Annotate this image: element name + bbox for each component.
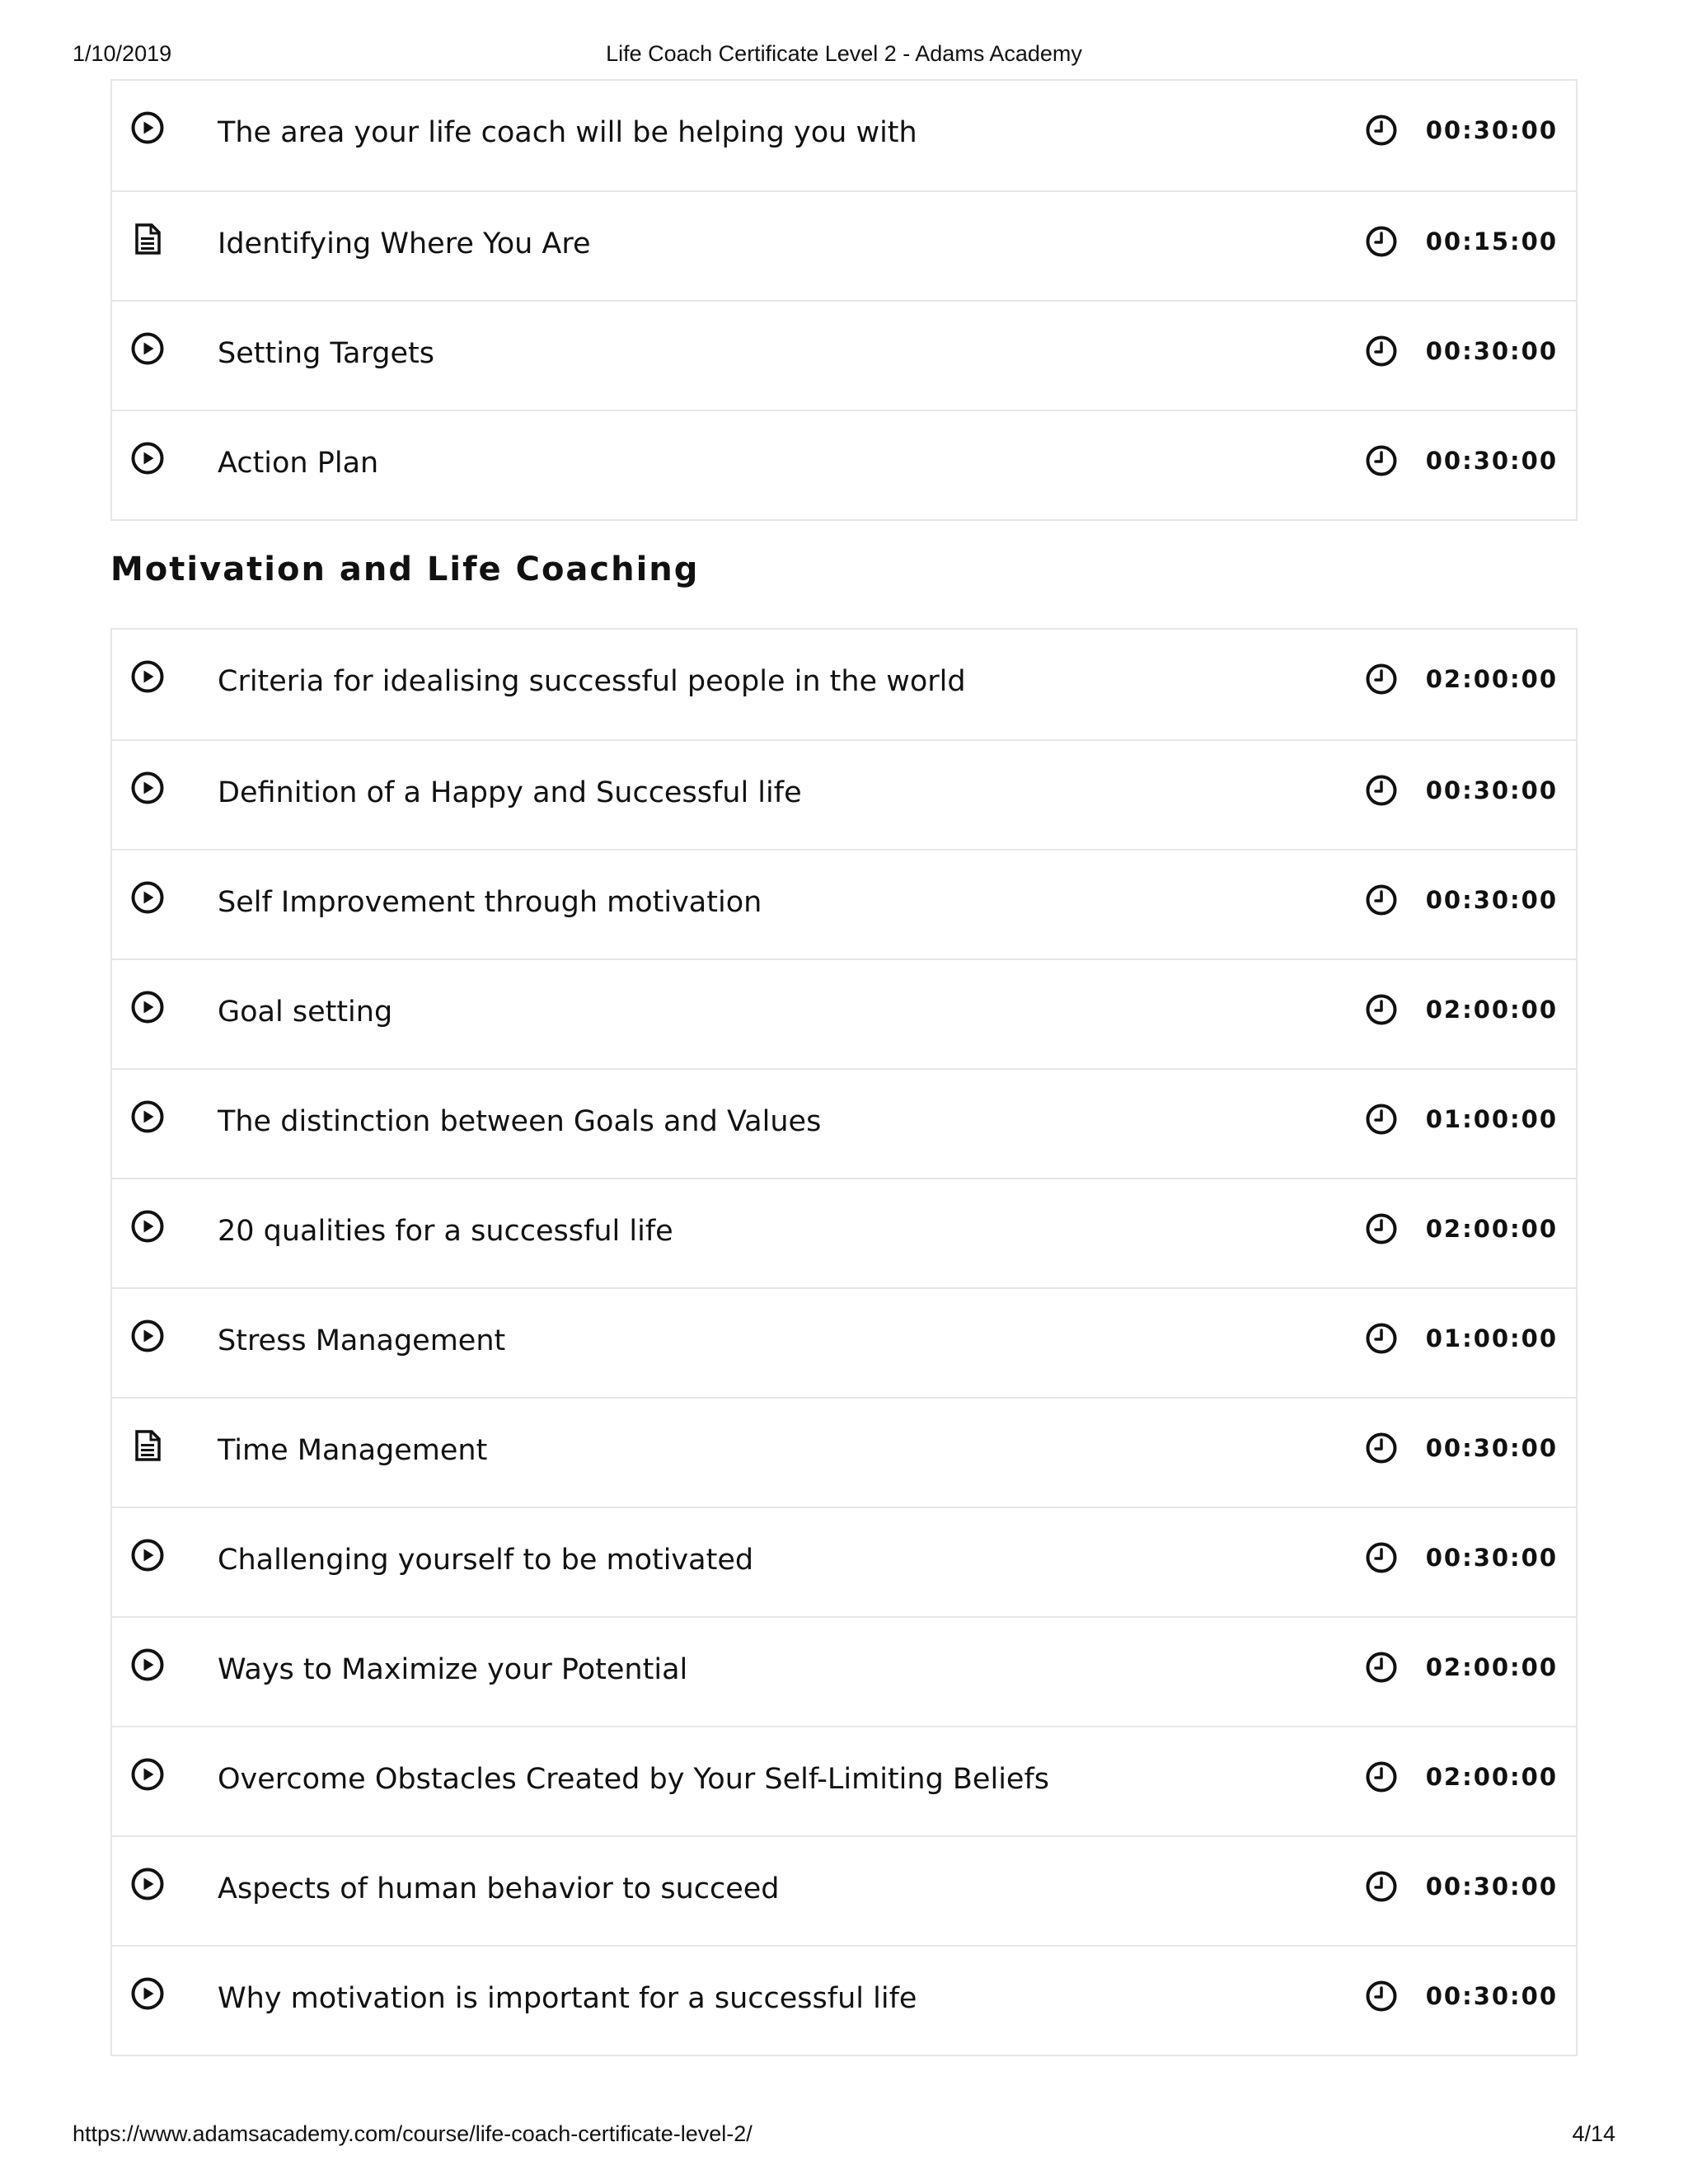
play-circle-icon	[130, 1099, 165, 1134]
lesson-item[interactable]	[112, 81, 1576, 190]
clock-icon	[1365, 225, 1398, 258]
lesson-duration: 02:00:00	[1425, 665, 1558, 693]
play-circle-icon	[130, 1976, 165, 2011]
lesson-duration: 02:00:00	[1425, 996, 1558, 1024]
lesson-duration: 00:30:00	[1425, 1982, 1558, 2010]
lesson-duration: 00:30:00	[1425, 1434, 1558, 1462]
clock-icon	[1365, 1651, 1398, 1684]
lesson-title: Why motivation is important for a successful life	[218, 1982, 917, 2015]
clock-icon	[1365, 1760, 1398, 1793]
lesson-item[interactable]	[112, 1507, 1576, 1616]
lesson-item[interactable]	[112, 410, 1576, 519]
play-circle-icon	[130, 1538, 165, 1572]
clock-icon	[1365, 1103, 1398, 1136]
lesson-duration: 00:30:00	[1425, 1544, 1558, 1572]
clock-icon	[1365, 444, 1398, 477]
print-url: https://www.adamsacademy.com/course/life-coach-certificate-level-2/	[73, 2121, 753, 2146]
lesson-duration: 00:15:00	[1425, 227, 1558, 255]
lesson-list	[110, 628, 1578, 2056]
lesson-title: Definition of a Happy and Successful life	[218, 776, 802, 809]
clock-icon	[1365, 1432, 1398, 1465]
lesson-title: Criteria for idealising successful people in the world	[218, 665, 966, 698]
lesson-duration: 02:00:00	[1425, 1653, 1558, 1681]
lesson-item[interactable]	[112, 739, 1576, 849]
clock-icon	[1365, 774, 1398, 807]
lesson-title: Setting Targets	[218, 337, 434, 370]
clock-icon	[1365, 1870, 1398, 1903]
print-page-title: Life Coach Certificate Level 2 - Adams Academy	[606, 41, 1082, 66]
lesson-title: Identifying Where You Are	[218, 227, 591, 260]
print-date: 1/10/2019	[73, 41, 172, 66]
play-circle-icon	[130, 1209, 165, 1244]
clock-icon	[1365, 993, 1398, 1026]
lesson-title: Overcome Obstacles Created by Your Self-Limiting Beliefs	[218, 1763, 1050, 1796]
curriculum-section-2-list	[110, 628, 1578, 2056]
play-circle-icon	[130, 990, 165, 1024]
lesson-list	[110, 79, 1578, 521]
print-header	[0, 41, 1688, 69]
lesson-title: Challenging yourself to be motivated	[218, 1544, 754, 1577]
lesson-title: Action Plan	[218, 447, 379, 480]
play-circle-icon	[130, 659, 165, 694]
clock-icon	[1365, 335, 1398, 368]
play-circle-icon	[130, 1647, 165, 1682]
lesson-duration: 00:30:00	[1425, 776, 1558, 804]
lesson-item[interactable]	[112, 849, 1576, 958]
lesson-title: Time Management	[218, 1434, 488, 1467]
lesson-item[interactable]	[112, 300, 1576, 410]
lesson-title: 20 qualities for a successful life	[218, 1215, 673, 1248]
clock-icon	[1365, 663, 1398, 696]
lesson-item[interactable]	[112, 1726, 1576, 1835]
lesson-duration: 00:30:00	[1425, 337, 1558, 365]
curriculum-section-1	[110, 79, 1578, 521]
play-circle-icon	[130, 771, 165, 805]
lesson-title: Goal setting	[218, 996, 393, 1029]
lesson-item[interactable]	[112, 1068, 1576, 1178]
lesson-item[interactable]	[112, 958, 1576, 1068]
document-icon	[130, 1428, 165, 1463]
lesson-item[interactable]	[112, 1178, 1576, 1287]
lesson-duration: 00:30:00	[1425, 1872, 1558, 1900]
clock-icon	[1365, 1980, 1398, 2013]
play-circle-icon	[130, 441, 165, 476]
lesson-item[interactable]	[112, 1835, 1576, 1945]
clock-icon	[1365, 1212, 1398, 1245]
lesson-title: The area your life coach will be helping you with	[218, 116, 917, 149]
lesson-item[interactable]	[112, 630, 1576, 739]
play-circle-icon	[130, 880, 165, 915]
play-circle-icon	[130, 1867, 165, 1901]
lesson-duration: 00:30:00	[1425, 886, 1558, 914]
lesson-title: Aspects of human behavior to succeed	[218, 1872, 780, 1905]
lesson-item[interactable]	[112, 1397, 1576, 1507]
play-circle-icon	[130, 110, 165, 145]
document-icon	[130, 222, 165, 256]
lesson-item[interactable]	[112, 190, 1576, 300]
lesson-item[interactable]	[112, 1287, 1576, 1397]
lesson-item[interactable]	[112, 1616, 1576, 1726]
lesson-title: Stress Management	[218, 1324, 506, 1357]
clock-icon	[1365, 1541, 1398, 1574]
lesson-title: Ways to Maximize your Potential	[218, 1653, 688, 1686]
lesson-title: The distinction between Goals and Values	[218, 1105, 822, 1138]
lesson-duration: 00:30:00	[1425, 116, 1558, 144]
print-footer	[0, 2121, 1688, 2149]
section-title: Motivation and Life Coaching	[110, 551, 700, 588]
lesson-duration: 01:00:00	[1425, 1324, 1558, 1352]
lesson-duration: 02:00:00	[1425, 1215, 1558, 1243]
lesson-duration: 02:00:00	[1425, 1763, 1558, 1791]
lesson-title: Self Improvement through motivation	[218, 886, 762, 919]
lesson-item[interactable]	[112, 1945, 1576, 2055]
lesson-duration: 01:00:00	[1425, 1105, 1558, 1133]
play-circle-icon	[130, 1757, 165, 1792]
print-page-number: 4/14	[1572, 2121, 1615, 2146]
clock-icon	[1365, 883, 1398, 916]
clock-icon	[1365, 1322, 1398, 1355]
play-circle-icon	[130, 331, 165, 366]
play-circle-icon	[130, 1319, 165, 1353]
clock-icon	[1365, 114, 1398, 147]
lesson-duration: 00:30:00	[1425, 447, 1558, 475]
